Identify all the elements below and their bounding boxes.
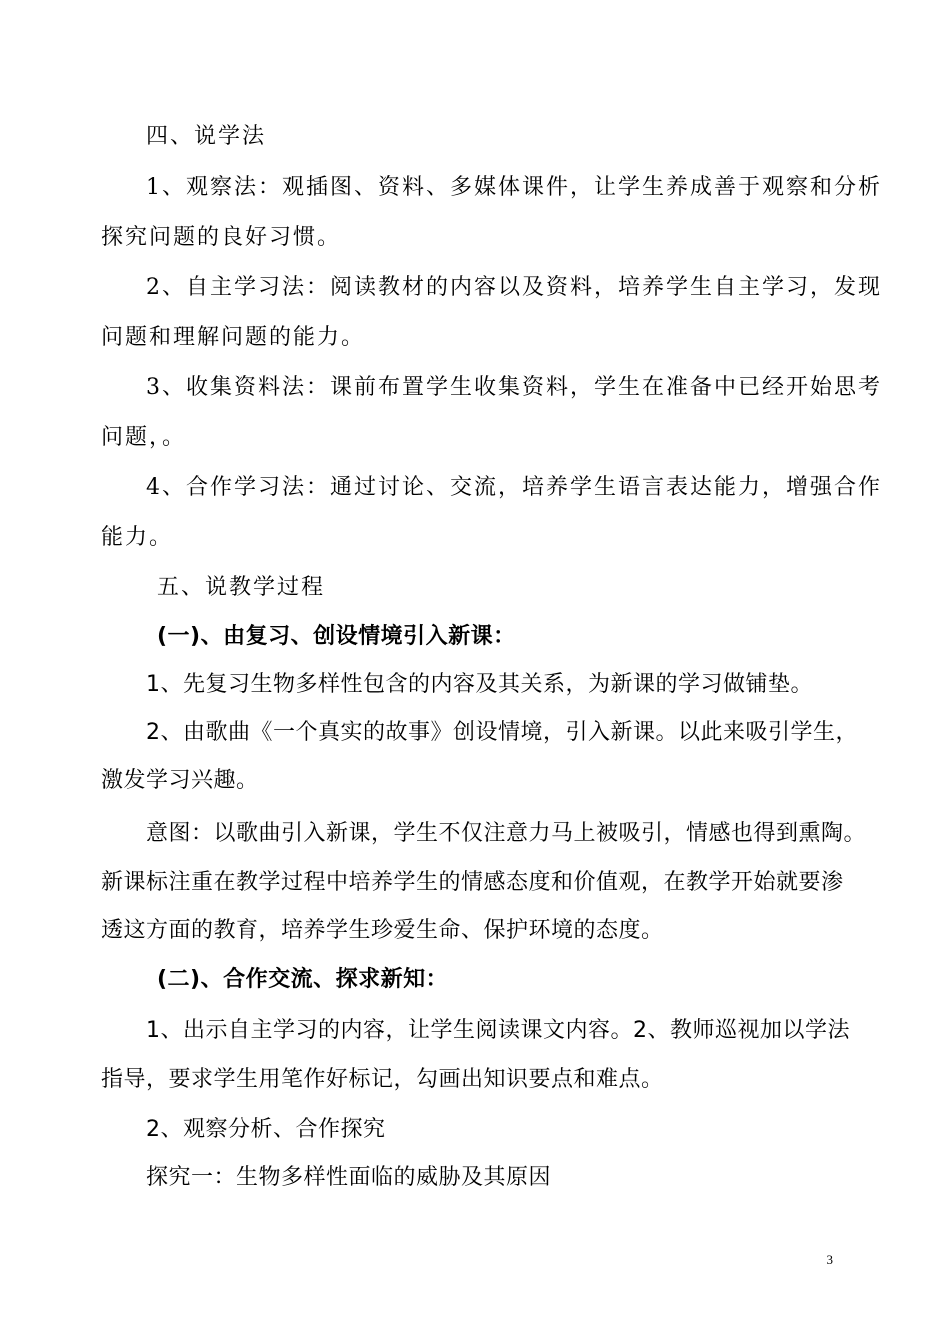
paragraph-line: 意图：以歌曲引入新课，学生不仅注意力马上被吸引，情感也得到熏陶。 [146,821,867,846]
subsection-heading-cooperation: (二)、合作交流、探求新知： [157,967,449,992]
paragraph-line: 3、收集资料法：课前布置学生收集资料，学生在准备中已经开始思考 [146,375,882,400]
section-heading-study-methods: 四、说学法 [146,124,267,149]
paragraph-line: 4、合作学习法：通过讨论、交流，培养学生语言表达能力，增强合作 [146,475,882,500]
page-number: 3 [826,1252,833,1267]
paragraph-line: 1、出示自主学习的内容，让学生阅读课文内容。2、教师巡视加以学法 [146,1018,850,1043]
paragraph-line: 2、自主学习法：阅读教材的内容以及资料，培养学生自主学习，发现 [146,275,882,300]
paragraph-line: 探究一：生物多样性面临的威胁及其原因 [146,1165,552,1190]
paragraph-line: 2、由歌曲《一个真实的故事》创设情境，引入新课。以此来吸引学生， [146,720,858,745]
subsection-heading-introduction: (一)、由复习、创设情境引入新课： [157,624,516,649]
paragraph-line: 1、先复习生物多样性包含的内容及其关系，为新课的学习做铺垫。 [146,672,813,697]
paragraph-line: 激发学习兴趣。 [101,768,259,793]
paragraph-line: 能力。 [101,525,174,550]
paragraph-line: 1、观察法：观插图、资料、多媒体课件，让学生养成善于观察和分析 [146,175,882,200]
paragraph-line: 新课标注重在教学过程中培养学生的情感态度和价值观，在教学开始就要渗 [101,870,844,895]
paragraph-line: 问题，。 [101,425,187,450]
section-heading-teaching-process: 五、说教学过程 [157,575,326,600]
paragraph-line: 指导，要求学生用笔作好标记，勾画出知识要点和难点。 [101,1067,664,1092]
paragraph-line: 透这方面的教育，培养学生珍爱生命、保护环境的态度。 [101,918,664,943]
paragraph-line: 探究问题的良好习惯。 [101,225,342,250]
paragraph-line: 2、观察分析、合作探究 [146,1117,386,1142]
paragraph-line: 问题和理解问题的能力。 [101,325,366,350]
